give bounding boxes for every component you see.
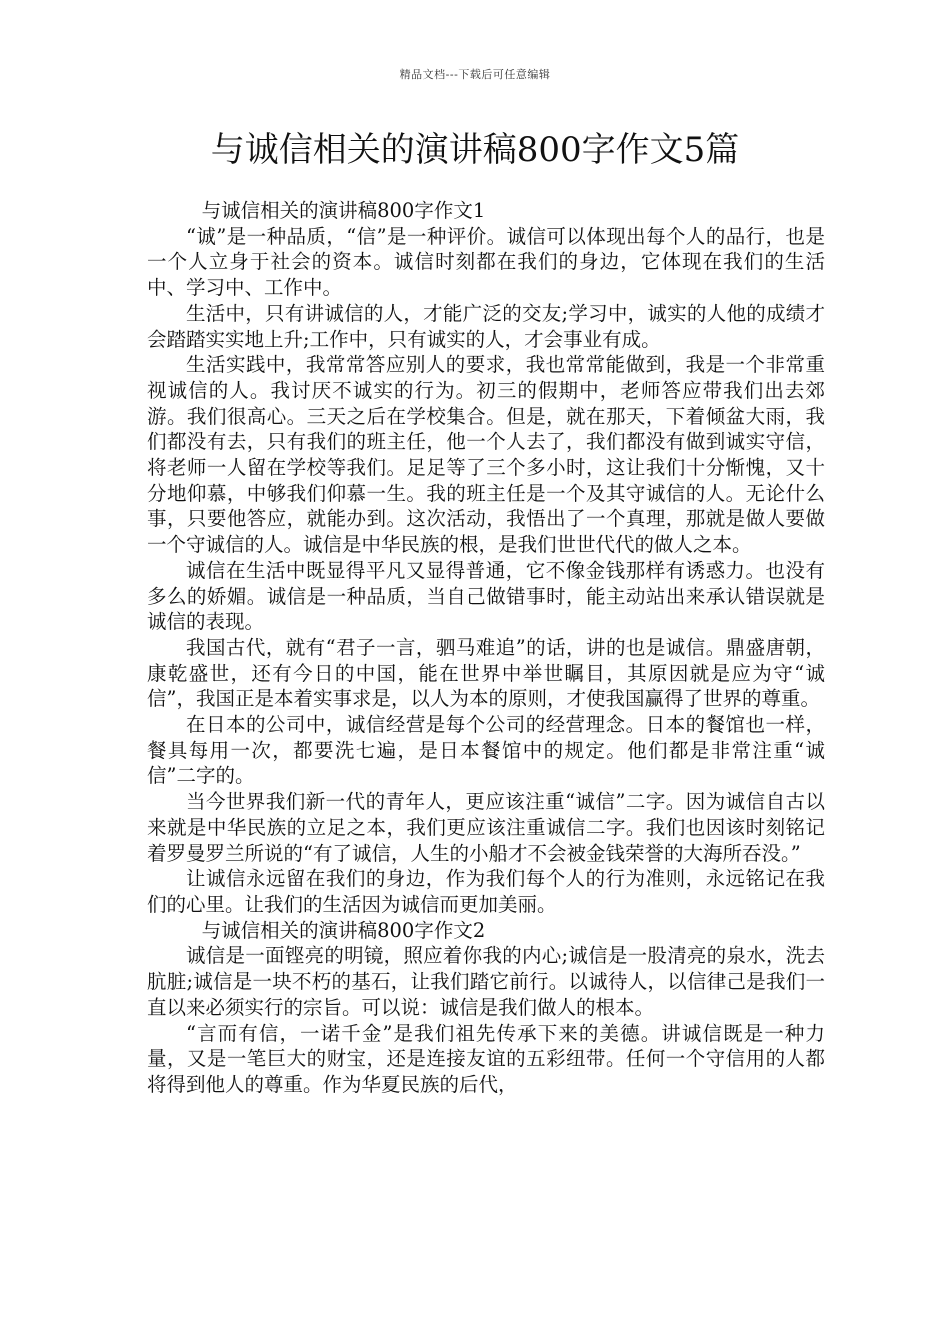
paragraph: 当今世界我们新一代的青年人，更应该注重“诚信”二字。因为诚信自古以来就是中华民族的立足之本，我们更应该注重诚信二字。我们也因该时刻铭记着罗曼罗兰所说的“有了诚信，人生的小船才不会被金钱荣誉的大海所吞没。”: [147, 790, 825, 865]
header-note: 精品文档---下载后可任意编辑: [399, 68, 551, 81]
paragraph: 诚信在生活中既显得平凡又显得普通，它不像金钱那样有诱惑力。也没有多么的娇媚。诚信是一种品质，当自己做错事时，能主动站出来承认错误就是诚信的表现。: [147, 558, 825, 634]
paragraph: 在日本的公司中，诚信经营是每个公司的经营理念。日本的餐馆也一样，餐具每用一次，都要洗七遍，是日本餐馆中的规定。他们都是非常注重“诚信”二字的。: [147, 713, 825, 788]
paragraph: 诚信是一面铿亮的明镜，照应着你我的内心;诚信是一股清亮的泉水，洗去肮脏;诚信是一块不朽的基石，让我们踏它前行。以诚待人，以信律己是我们一直以来必须实行的宗旨。可以说：诚信是我们做人的根本。: [147, 944, 825, 1019]
paragraph: 让诚信永远留在我们的身边，作为我们每个人的行为准则，永远铭记在我们的心里。让我们的生活因为诚信而更加美丽。: [147, 867, 825, 916]
document-body: [147, 198, 825, 1098]
paragraph: “诚”是一种品质，“信”是一种评价。诚信可以体现出每个人的品行，也是一个人立身于社会的资本。诚信时刻都在我们的身边，它体现在我们的生活中、学习中、工作中。: [147, 224, 825, 300]
section-heading-1: 与诚信相关的演讲稿800字作文1: [201, 199, 486, 222]
paragraph: “言而有信，一诺千金”是我们祖先传承下来的美德。讲诚信既是一种力量，又是一笔巨大的财宝，还是连接友谊的五彩纽带。任何一个守信用的人都将得到他人的尊重。作为华夏民族的后代，: [147, 1021, 825, 1096]
paragraph: 生活中，只有讲诚信的人，才能广泛的交友;学习中，诚实的人他的成绩才会踏踏实实地上升;工作中，只有诚实的人，才会事业有成。: [147, 301, 825, 351]
paragraph: 我国古代，就有“君子一言，驷马难追”的话，讲的也是诚信。鼎盛唐朝，康乾盛世，还有今日的中国，能在世界中举世瞩目，其原因就是应为守“诚信”，我国正是本着实事求是，以人为本的原则，才使我国赢得了世界的尊重。: [147, 635, 825, 711]
section-heading-2: 与诚信相关的演讲稿800字作文2: [201, 918, 486, 942]
document-title: 与诚信相关的演讲稿800字作文5篇: [210, 130, 740, 170]
paragraph: 生活实践中，我常常答应别人的要求，我也常常能做到，我是一个非常重视诚信的人。我讨厌不诚实的行为。初三的假期中，老师答应带我们出去郊游。我们很高心。三天之后在学校集合。但是，就在那天，下着倾盆大雨，我们都没有去，只有我们的班主任，他一个人去了，我们都没有做到诚实守信，将老师一人留在学校等我们。足足等了三个多小时，这让我们十分惭愧，又十分地仰慕，中够我们仰慕一生。我的班主任是一个及其守诚信的人。无论什么事，只要他答应，就能办到。这次活动，我悟出了一个真理，那就是做人要做一个守诚信的人。诚信是中华民族的根，是我们世世代代的做人之本。: [147, 353, 825, 557]
